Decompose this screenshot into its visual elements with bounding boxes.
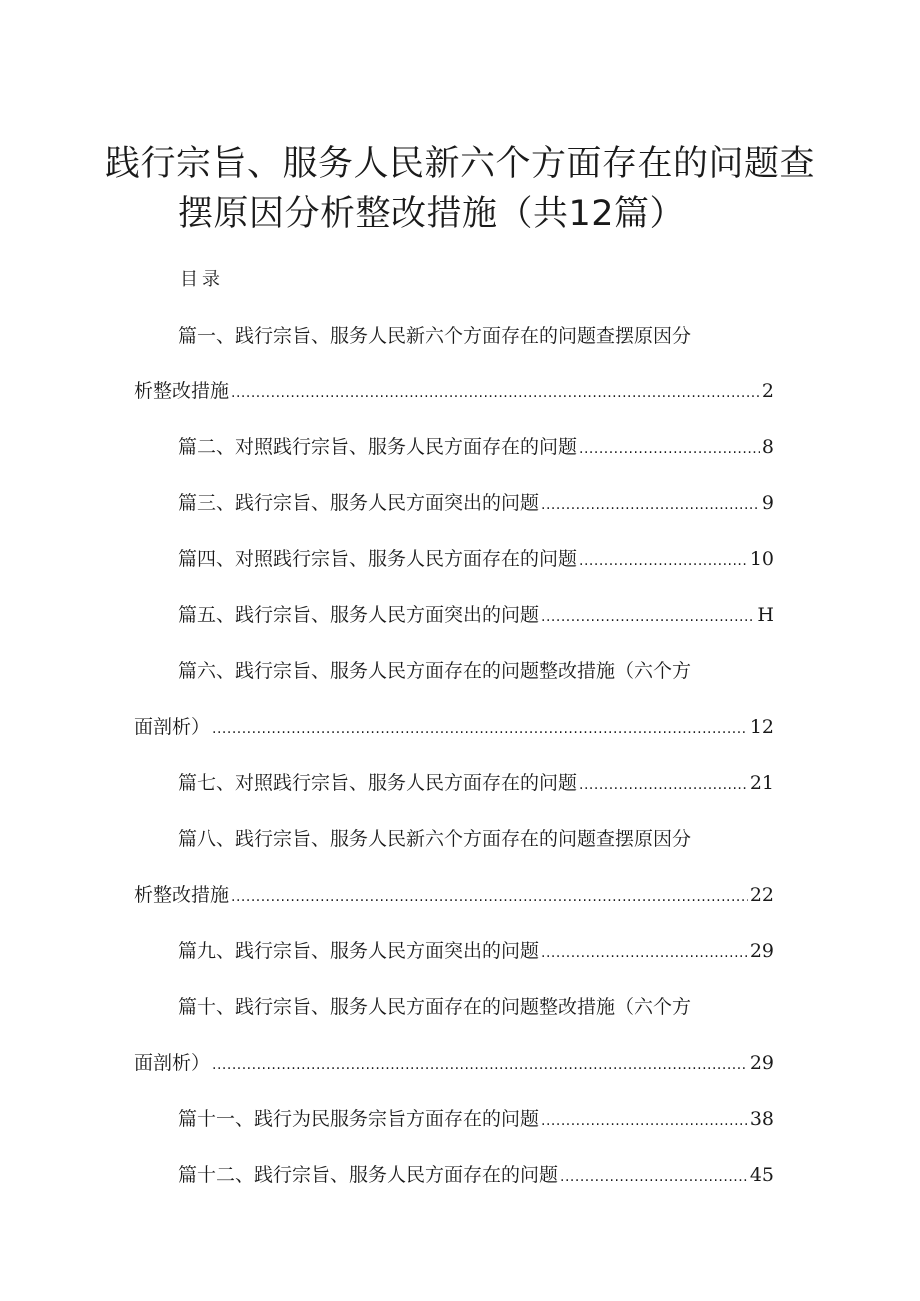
toc-heading: 目录 <box>180 269 224 290</box>
toc-entry-12[interactable] <box>178 1161 774 1191</box>
toc-entry-9[interactable] <box>178 937 774 967</box>
toc-entry-8[interactable] <box>134 881 774 911</box>
toc-entry-10[interactable] <box>134 1049 774 1079</box>
toc-entry-6[interactable] <box>134 713 774 743</box>
toc-page-number: 29 <box>749 1052 774 1074</box>
toc-entry-text: 篇三、践行宗旨、服务人民方面突出的问题 <box>178 492 540 514</box>
toc-entry-11[interactable] <box>178 1105 774 1135</box>
dot-leader <box>541 603 755 631</box>
dot-leader <box>231 883 748 911</box>
toc-page-number: 29 <box>749 940 774 962</box>
toc-entry-text: 篇七、对照践行宗旨、服务人民方面存在的问题 <box>178 772 578 794</box>
toc-entry-text: 篇四、对照践行宗旨、服务人民方面存在的问题 <box>178 548 578 570</box>
dot-leader <box>541 939 748 967</box>
dot-leader <box>560 1163 748 1191</box>
toc-entry-text: 面剖析） <box>134 1052 211 1074</box>
document-title-line-2: 摆原因分析整改措施（共12篇） <box>178 194 686 234</box>
toc-entry-5[interactable] <box>178 601 774 631</box>
toc-entry-text: 析整改措施 <box>134 884 230 906</box>
toc-entry-text: 篇十二、践行宗旨、服务人民方面存在的问题 <box>178 1164 559 1186</box>
toc-page-number: 45 <box>749 1164 774 1186</box>
toc-page-number: 9 <box>761 492 774 514</box>
toc-entry-2[interactable] <box>178 433 774 463</box>
toc-entry-8-first-line[interactable]: 篇八、践行宗旨、服务人民新六个方面存在的问题查摆原因分 <box>178 828 692 850</box>
dot-leader <box>541 1107 748 1135</box>
toc-entry-text: 篇二、对照践行宗旨、服务人民方面存在的问题 <box>178 436 578 458</box>
document-title-line-1: 践行宗旨、服务人民新六个方面存在的问题查 <box>104 144 815 184</box>
toc-page-number: 10 <box>749 548 774 570</box>
toc-page-number: H <box>757 604 774 626</box>
toc-entry-1-first-line[interactable]: 篇一、践行宗旨、服务人民新六个方面存在的问题查摆原因分 <box>178 325 692 347</box>
toc-entry-6-first-line[interactable]: 篇六、践行宗旨、服务人民方面存在的问题整改措施（六个方 <box>178 660 692 682</box>
toc-entry-text: 篇十一、践行为民服务宗旨方面存在的问题 <box>178 1108 540 1130</box>
toc-page-number: 38 <box>749 1108 774 1130</box>
toc-page-number: 21 <box>749 772 774 794</box>
dot-leader <box>541 491 760 519</box>
dot-leader <box>231 379 760 407</box>
toc-page-number: 8 <box>761 436 774 458</box>
dot-leader <box>579 547 748 575</box>
toc-entry-10-first-line[interactable]: 篇十、践行宗旨、服务人民方面存在的问题整改措施（六个方 <box>178 996 692 1018</box>
toc-page-number: 2 <box>761 380 774 402</box>
dot-leader <box>579 435 760 463</box>
toc-page-number: 12 <box>749 716 774 738</box>
toc-entry-text: 篇五、践行宗旨、服务人民方面突出的问题 <box>178 604 540 626</box>
dot-leader <box>212 1051 748 1079</box>
toc-page-number: 22 <box>749 884 774 906</box>
toc-entry-7[interactable] <box>178 769 774 799</box>
toc-entry-3[interactable] <box>178 489 774 519</box>
toc-entry-4[interactable] <box>178 545 774 575</box>
dot-leader <box>212 715 748 743</box>
dot-leader <box>579 771 748 799</box>
toc-entry-text: 篇九、践行宗旨、服务人民方面突出的问题 <box>178 940 540 962</box>
toc-entry-1[interactable] <box>134 377 774 407</box>
toc-entry-text: 析整改措施 <box>134 380 230 402</box>
toc-entry-text: 面剖析） <box>134 716 211 738</box>
